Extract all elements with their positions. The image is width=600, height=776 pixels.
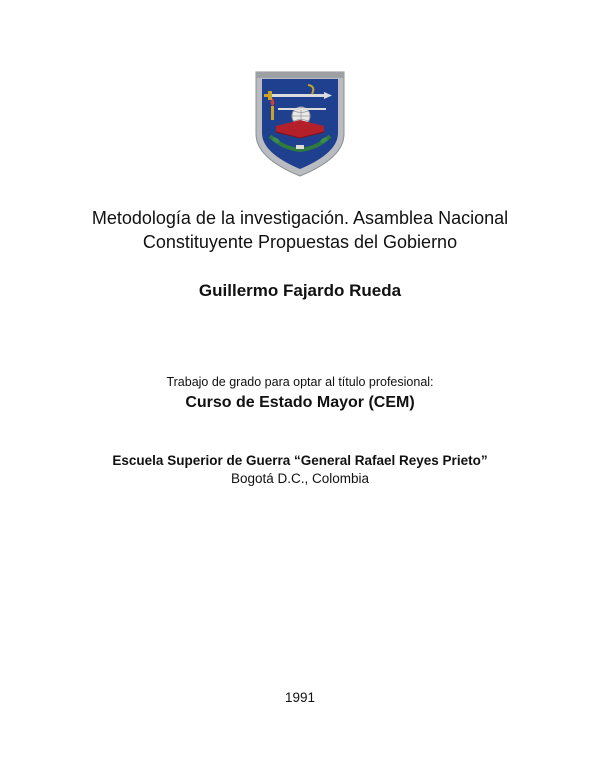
degree-name: Curso de Estado Mayor (CEM) — [185, 394, 415, 411]
document-title-line-1: Metodología de la investigación. Asamblea Nacional — [91, 208, 509, 228]
publication-year: 1991 — [284, 690, 316, 705]
military-school-crest-icon — [252, 70, 348, 178]
institution-location: Bogotá D.C., Colombia — [230, 471, 370, 486]
institution-name: Escuela Superior de Guerra “General Rafael Reyes Prieto” — [112, 453, 488, 468]
document-title — [40, 206, 560, 254]
document-title-line-2: Constituyente Propuestas del Gobierno — [142, 232, 458, 252]
author-name: Guillermo Fajardo Rueda — [198, 281, 402, 300]
degree-intro-text: Trabajo de grado para optar al título profesional: — [166, 375, 434, 389]
